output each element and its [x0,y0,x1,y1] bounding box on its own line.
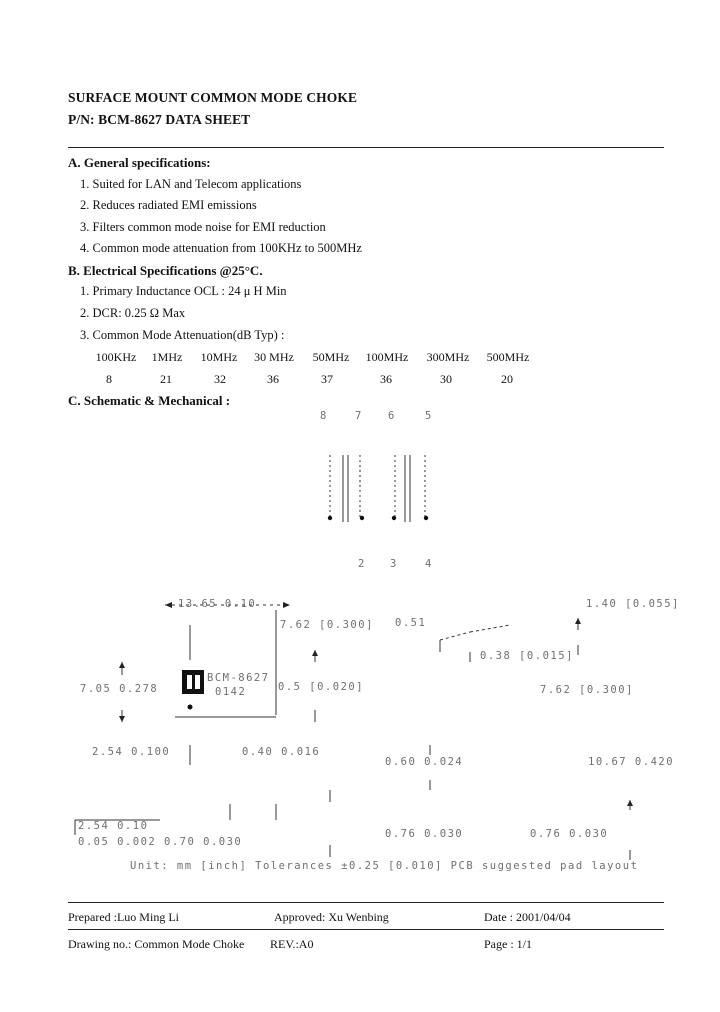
dim-label: 1.40 [0.055] [586,598,680,610]
dim-label: 0.05 0.002 0.70 0.030 [78,836,243,848]
footer-divider-middle [68,929,664,930]
mechanical-note: Unit: mm [inch] Tolerances ±0.25 [0.010] PCB suggested pad layout [130,860,639,872]
dim-label: 7.05 0.278 [80,683,159,695]
atten-value: 37 [321,372,333,386]
dim-label: 2.54 0.100 [92,746,171,758]
schematic-pin-label: 8 [320,410,328,422]
atten-freq: 10MHz [200,350,238,364]
approved-by: Approved: Xu Wenbing [274,910,389,924]
spec-a-item-4: 4. Common mode attenuation from 100KHz to 500MHz [80,241,362,255]
dim-label: 0.40 0.016 [242,746,321,758]
atten-value: 30 [440,372,452,386]
schematic-pin-label: 4 [425,558,433,570]
section-a-heading: A. General specifications: [68,155,211,170]
schematic-pin-label: 2 [358,558,366,570]
atten-freq: 100MHz [365,350,409,364]
atten-freq: 300MHz [426,350,470,364]
spec-b-item-2: 2. DCR: 0.25 Ω Max [80,306,186,320]
dim-label: 0.76 0.030 [530,828,609,840]
prepared-by: Prepared :Luo Ming Li [68,910,179,924]
page-number: Page : 1/1 [484,937,532,951]
atten-freq: 1MHz [151,350,183,364]
atten-value: 36 [267,372,279,386]
dim-label: 2.54 0.10 [78,820,149,832]
dim-label: 7.62 [0.300] [540,684,634,696]
dim-label: 0.60 0.024 [385,756,464,768]
dim-label: 7.62 [0.300] [280,619,374,631]
revision: REV.:A0 [270,937,314,951]
dim-label: 0.38 [0.015] [480,650,574,662]
spec-a-item-1: 1. Suited for LAN and Telecom applications [80,177,302,191]
drawing-number: Drawing no.: Common Mode Choke [68,937,245,951]
atten-freq: 30 MHz [254,350,294,364]
spec-a-item-2: 2. Reduces radiated EMI emissions [80,198,257,212]
atten-value: 21 [160,372,172,386]
dim-label: 0.51 [395,617,427,629]
atten-value: 36 [380,372,392,386]
spec-b-item-3: 3. Common Mode Attenuation(dB Typ) : [80,328,285,342]
atten-value: 8 [106,372,112,386]
section-c-heading: C. Schematic & Mechanical : [68,393,231,408]
schematic-pin-label: 6 [388,410,396,422]
dim-label: 0.76 0.030 [385,828,464,840]
spec-a-item-3: 3. Filters common mode noise for EMI reduction [80,220,326,234]
document-title: SURFACE MOUNT COMMON MODE CHOKE [68,90,358,105]
spec-b-item-1: 1. Primary Inductance OCL : 24 μ H Min [80,284,287,298]
schematic-pin-label: 5 [425,410,433,422]
issue-date: Date : 2001/04/04 [484,910,571,924]
footer-divider-top [68,902,664,903]
dim-label: 13.65 0.10 [178,598,257,610]
dim-label: 0.5 [0.020] [278,681,365,693]
atten-freq: 500MHz [486,350,530,364]
marking-date-code: 0142 [215,686,247,698]
schematic-pin-label: 7 [355,410,363,422]
atten-value: 20 [501,372,513,386]
atten-value: 32 [214,372,226,386]
atten-freq: 50MHz [312,350,350,364]
part-number-line: P/N: BCM-8627 DATA SHEET [68,112,251,127]
section-b-heading: B. Electrical Specifications @25°C. [68,263,263,278]
atten-freq: 100KHz [95,350,137,364]
marking-part-number: BCM-8627 [207,672,270,684]
schematic-pin-label: 3 [390,558,398,570]
dim-label: 10.67 0.420 [588,756,675,768]
